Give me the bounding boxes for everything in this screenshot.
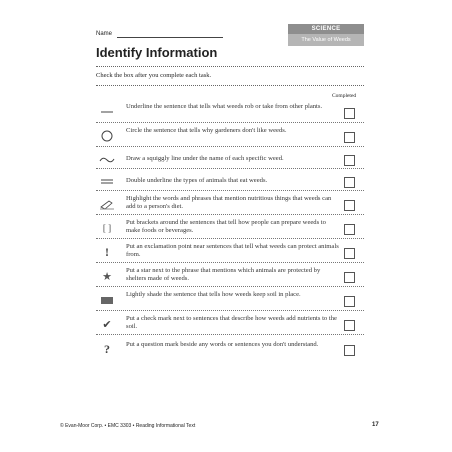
task-row	[96, 241, 364, 263]
task-row	[96, 172, 364, 191]
task-text: Put a star next to the phrase that mentions which animals are protected by shelters made of weeds.	[126, 267, 321, 283]
task-checkbox[interactable]	[344, 248, 355, 259]
task-text: Double underline the types of animals that eat weeds.	[126, 177, 268, 184]
footer-copyright: © Evan-Moor Corp. • EMC 3303 • Reading Informational Text	[60, 423, 196, 429]
task-checkbox[interactable]	[344, 108, 355, 119]
task-checkbox[interactable]	[344, 177, 355, 188]
task-checkbox[interactable]	[344, 155, 355, 166]
task-text: Underline the sentence that tells what weeds rob or take from other plants.	[126, 103, 323, 110]
task-text: Circle the sentence that tells why gardeners don't like weeds.	[126, 127, 287, 134]
task-checkbox[interactable]	[344, 296, 355, 307]
double-underline-icon	[96, 172, 118, 191]
task-checkbox[interactable]	[344, 224, 355, 235]
task-row	[96, 313, 364, 335]
task-text: Draw a squiggly line under the name of each specific weed.	[126, 155, 284, 162]
page-title: Identify Information	[96, 45, 218, 60]
task-row	[96, 125, 364, 147]
task-text: Put a question mark beside any words or sentences you don't understand.	[126, 341, 319, 348]
task-checkbox[interactable]	[344, 272, 355, 283]
task-text: Lightly shade the sentence that tells how weeds keep soil in place.	[126, 291, 301, 298]
page-number: 17	[372, 422, 379, 428]
star-icon: ★	[102, 270, 112, 283]
task-checkbox[interactable]	[344, 345, 355, 356]
completed-column-header: Completed	[332, 93, 357, 99]
task-row	[96, 217, 364, 239]
name-field[interactable]	[117, 37, 223, 38]
task-row	[96, 101, 364, 123]
exclamation-icon: !	[105, 244, 109, 259]
question-mark-icon: ?	[104, 341, 110, 356]
shade-icon	[96, 289, 118, 311]
underline-mark-icon	[96, 101, 118, 123]
divider	[96, 66, 364, 67]
instructions: Check the box after you complete each task.	[96, 72, 212, 79]
brackets-icon: [ ]	[102, 223, 112, 233]
task-checkbox[interactable]	[344, 200, 355, 211]
task-checkbox[interactable]	[344, 132, 355, 143]
task-row	[96, 150, 364, 169]
task-row	[96, 265, 364, 287]
task-text: Put an exclamation point near sentences that tell what weeds can protect animals from.	[126, 243, 339, 259]
task-text: Put a check mark next to sentences that describe how weeds add nutrients to the soil.	[126, 315, 337, 331]
topic-label: The Value of Weeds	[288, 34, 364, 46]
subject-tag	[288, 24, 364, 46]
task-checkbox[interactable]	[344, 320, 355, 331]
squiggly-line-icon	[96, 150, 118, 169]
circle-mark-icon	[96, 125, 118, 147]
task-row	[96, 289, 364, 311]
task-row	[96, 337, 364, 361]
check-mark-icon: ✔	[102, 318, 112, 331]
subject-label: SCIENCE	[288, 24, 364, 34]
task-text: Put brackets around the sentences that tell how people can prepare weeds to make foods or beverages.	[126, 219, 326, 235]
task-text: Highlight the words and phrases that mention nutritious things that weeds can add to a person's diet.	[126, 195, 332, 211]
name-label: Name	[96, 31, 113, 37]
highlighter-icon	[96, 193, 118, 215]
task-row	[96, 193, 364, 215]
divider	[96, 85, 364, 86]
